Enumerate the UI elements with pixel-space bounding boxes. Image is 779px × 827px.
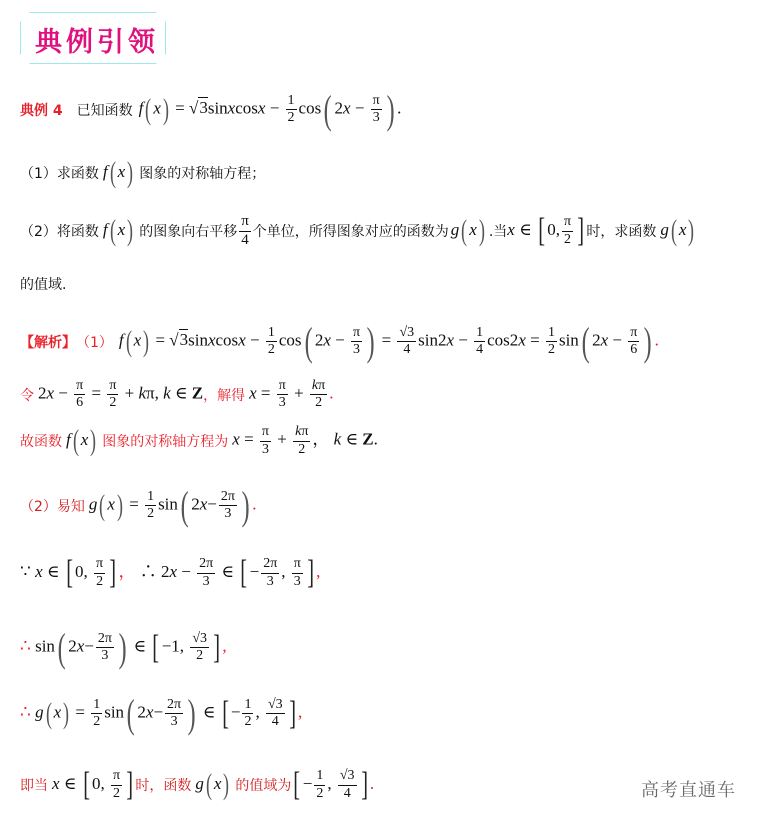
- problem-label: 典例 4: [20, 102, 63, 119]
- solution-step2: 令 2x − $\frac{\pi}{6}$ = $\frac{\pi}{2}$ + kπ, k ∈ Z ，解得 x = $\frac{\pi}{3}$ + $\frac{k\pi}{2}$ .: [20, 378, 334, 411]
- solution-conclusion: 即当 x ∈ [ 0, $\frac{\pi}{2}$ ] 时，函数 g( x) 的值域为 [ − $\frac{1}{2}$ , $\frac{√3}{4}$ ] .: [20, 766, 375, 803]
- part2-line: （2）将函数 f( x) 的图象向右平移 $\frac{\pi}{4}$ 个单位，所得图象对应的函数为 g( x) .当 x ∈ [ 0, $\frac{\pi}{2}$ ] 时，求函数 g( x): [20, 212, 695, 249]
- solution-step5: ∵ x ∈ [ 0, $\frac{\pi}{2}$ ] ， ∴ 2x − $\frac{2\pi}{3}$ ∈ [ − $\frac{2\pi}{3}$ , $\frac{\pi}{3}$ ] ,: [20, 554, 321, 591]
- solution-step1: 【解析】 （1） f( x) = √3sinxcosx − $\frac{1}{2}$ cos( 2x − $\frac{\pi}{3}$ ) = $\frac{√3}{4}$ sin2x − $\frac{1}{4}$ cos2x = $\frac{1}{2}$ sin( 2x − $\frac{\pi}{6}$ ) .: [20, 319, 659, 364]
- solution-step3: 故函数 f( x) 图象的对称轴方程为 x = $\frac{\pi}{3}$ + $\frac{k\pi}{2}$ ， k ∈ Z.: [20, 424, 378, 457]
- part1-line: （1）求函数 f( x) 图象的对称轴方程；: [20, 156, 266, 189]
- section-title: 典例引领: [35, 27, 159, 58]
- watermark: 高考直通车: [641, 780, 736, 801]
- solution-step6: ∴ sin( 2x− $\frac{2\pi}{3}$ ) ∈ [ −1, $\frac{√3}{2}$ ] ,: [20, 625, 227, 670]
- problem-intro: 已知函数: [76, 102, 133, 119]
- problem-formula: f( x) = √3sinxcosx − $\frac{1}{2}$ cos( 2x − $\frac{\pi}{3}$ ) .: [138, 87, 402, 132]
- solution-label: 【解析】: [20, 334, 76, 351]
- solution-step7: ∴ g( x) = $\frac{1}{2}$ sin( 2x− $\frac{2\pi}{3}$ ) ∈ [ − $\frac{1}{2}$ , $\frac{√3}{4}$ ] ,: [20, 691, 303, 736]
- solution-step4: （2）易知 g( x) = $\frac{1}{2}$ sin( 2x− $\frac{2\pi}{3}$ ) .: [20, 483, 257, 528]
- part2-tail: 的值域.: [20, 277, 67, 293]
- problem-line: [20, 86, 401, 133]
